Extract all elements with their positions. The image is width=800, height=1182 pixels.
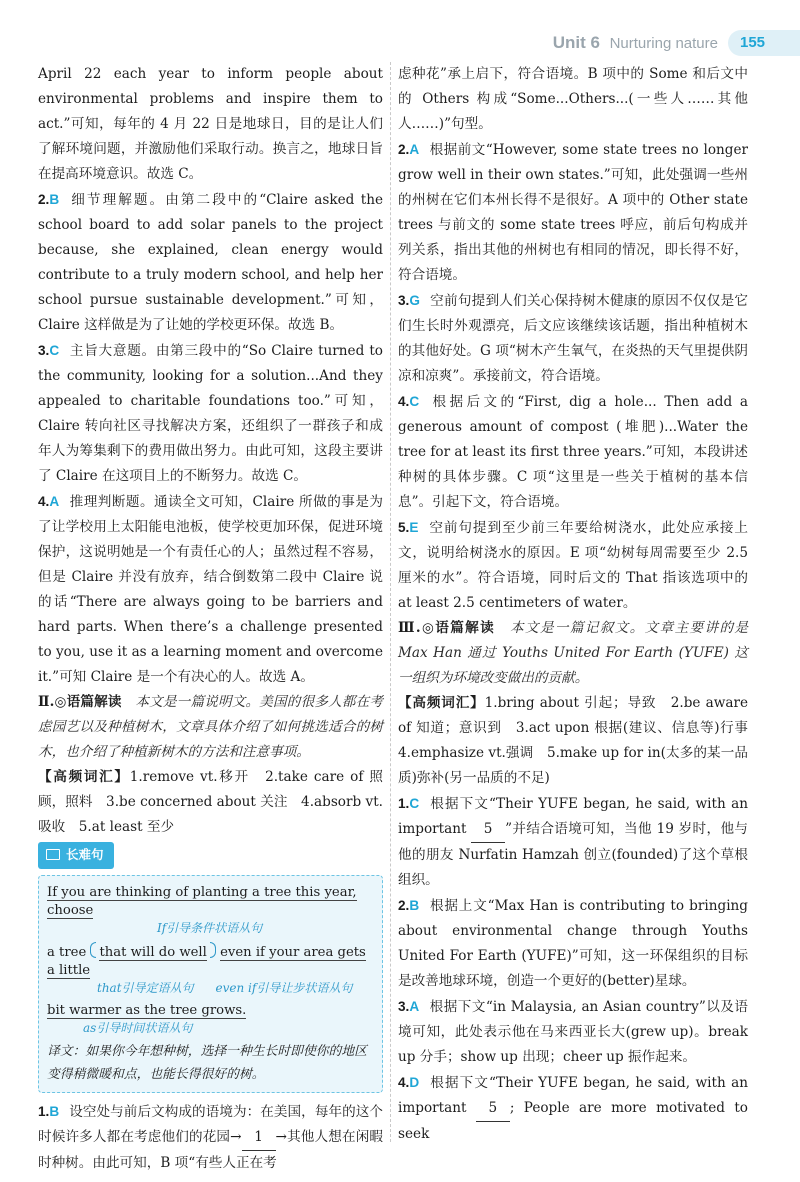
long-sentence-tab xyxy=(38,842,114,869)
bracket-open xyxy=(90,942,96,958)
item-number: 1. xyxy=(38,1104,50,1119)
vocab-text: 1.remove vt.移开 2.take care of 照顾，照料 3.be concerned about 关注 4.absorb vt.吸收 5.at least 至少 xyxy=(38,769,384,835)
answer-letter: B xyxy=(409,898,420,913)
answer-item xyxy=(398,893,748,994)
blank-number: 5 xyxy=(476,1096,510,1122)
answer-item xyxy=(38,1099,383,1176)
answer-item xyxy=(398,994,748,1070)
tab-label: 长难句 xyxy=(66,848,104,862)
answer-explanation: 根据下文“Their YUFE began, he said, with an important xyxy=(398,1075,748,1116)
answer-explanation: 设空处与前后文构成的语境为：在美国，每年的这个时候许多人都在考虑他们的花园→ xyxy=(38,1104,383,1145)
item-number: 3. xyxy=(398,999,410,1014)
answer-letter: B xyxy=(49,192,60,207)
answer-letter: A xyxy=(49,494,60,509)
grammar-note: If引导条件状语从句 xyxy=(157,921,263,935)
item-number: 2. xyxy=(398,142,410,157)
left-column xyxy=(38,62,383,1176)
sentence-line xyxy=(47,1002,374,1020)
answer-item xyxy=(38,489,383,690)
answer-letter: C xyxy=(409,394,420,409)
sentence-text: that will do well xyxy=(99,945,207,960)
sentence-line xyxy=(47,942,374,980)
grammar-note: as引导时间状语从句 xyxy=(83,1021,193,1035)
answer-explanation: ; People are more motivated to seek xyxy=(398,1100,748,1142)
paragraph: 虑种花”承上启下，符合语境。B 项中的 Some 和后文中的 Others 构成“Some...Others...(一些人……其他人……)”句型。 xyxy=(398,66,748,132)
section-summary: 本文是一篇说明文。美国的很多人都在考虑园艺以及种植树木，文章具体介绍了如何挑选适合的树木，也介绍了种植新树木的方法和注意事项。 xyxy=(38,694,383,760)
answer-item xyxy=(38,338,383,489)
item-number: 5. xyxy=(398,520,410,535)
item-number: 3. xyxy=(38,343,50,358)
vocab-list xyxy=(398,691,762,791)
answer-explanation: 主旨大意题。由第三段中的“So Claire turned to the community, looking for a solution...And they appealed to charitable foundations too.”可知，Claire 转向社区寻找解决方案，还组织了一群孩子和成年人为筹集剩下的费用做出努力。由此可知，这段主要讲了 Claire 在这项目上的不断努力。故选 C。 xyxy=(38,343,383,484)
answer-letter: C xyxy=(409,796,420,811)
vocab-label: 【高频词汇】 xyxy=(398,695,485,711)
page-number: 155 xyxy=(728,30,800,56)
answer-explanation: 根据前文“However, some state trees no longer grow well in their own states.”可知，此处强调一些州的州树在它们本州长得不是很好。A 项中的 Other state trees 与前文的 some state trees 呼应，前后句构成并列关系，指出其他的州树也有相同的情况，即长得不好，符合语境。 xyxy=(398,142,748,283)
bracket-close xyxy=(210,942,216,958)
unit-title: Nurturing nature xyxy=(609,35,718,52)
answer-item xyxy=(398,288,748,389)
unit-label: Unit 6 xyxy=(552,33,600,52)
item-number: 3. xyxy=(398,293,410,308)
section-summary: 本文是一篇记叙文。文章主要讲的是 Max Han 通过 Youths United For Earth (YUFE) 这一组织为环境改变做出的贡献。 xyxy=(398,620,749,686)
column-divider xyxy=(390,62,391,1142)
answer-item xyxy=(398,515,748,616)
sentence-text: even if your area gets a little xyxy=(47,945,366,978)
answer-letter: B xyxy=(49,1104,60,1119)
answer-letter: C xyxy=(49,343,60,358)
answer-letter: A xyxy=(409,142,420,157)
answer-item xyxy=(398,389,748,515)
sentence-line xyxy=(47,884,374,920)
answer-explanation: 空前句提到至少前三年要给树浇水，此处应承接上文，说明给树浇水的原因。E 项“幼树每周需要至少 2.5 厘米的水”。符合语境，同时后文的 That 指该选项中的 at least 2.5 centimeters of water。 xyxy=(398,520,748,611)
grammar-note-row xyxy=(47,980,374,996)
blank-number: 5 xyxy=(471,817,505,843)
answer-item xyxy=(398,1070,748,1147)
long-sentence-box xyxy=(38,875,383,1093)
answer-item xyxy=(38,187,383,338)
item-number: 2. xyxy=(38,192,50,207)
answer-letter: D xyxy=(409,1075,420,1090)
sentence-text: If you are thinking of planting a tree this year, choose xyxy=(47,885,357,918)
answer-explanation: 根据后文的“First, dig a hole... Then add a generous amount of compost (堆肥)...Water the tree for at least its first three years.”可知，本段讲述种树的具体步骤。C 项“这里是一些关于植树的基本信息”。引起下文，符合语境。 xyxy=(398,394,748,510)
item-number: 2. xyxy=(398,898,410,913)
vocab-list xyxy=(38,765,383,840)
section-intro xyxy=(38,690,383,765)
item-number: 4. xyxy=(398,1075,410,1090)
answer-explanation: 根据下文“Their YUFE began, he said, with an important xyxy=(398,796,748,837)
answer-letter: E xyxy=(409,520,419,535)
answer-item xyxy=(398,791,748,893)
answer-explanation: 推理判断题。通读全文可知，Claire 所做的事是为了让学校用上太阳能电池板，使学校更加环保，促进环境保护，这说明她是一个有责任心的人；虽然过程不容易，但是 Claire 并没有放弃，结合倒数第二段中 Claire 说的话“There are always going to be barriers and hard parts. When there’s a challenge presented to you, use it as a learning moment and overcome it.”可知 Claire 是一个有决心的人。故选 A。 xyxy=(38,494,383,685)
answer-explanation: 细节理解题。由第二段中的“Claire asked the school board to add solar panels to the project because, she explained, clean energy would contribute to a truly modern school, and help her school pursue sustainable development.”可知，Claire 这样做是为了让她的学校更环保。故选 B。 xyxy=(38,192,383,333)
sentence-text: a tree xyxy=(47,945,87,960)
vocab-text: 1.bring about 引起；导致 2.be aware of 知道；意识到 3.act upon 根据(建议、信息等)行事 4.emphasize vt.强调 5.make up for in(太多的某一品质)弥补(另一品质的不足) xyxy=(398,695,762,786)
answer-explanation: 根据下文“in Malaysia, an Asian country”以及语境可知，此处表示他在马来西亚长大(grew up)。break up 分手；show up 出现；cheer up 振作起来。 xyxy=(398,999,748,1065)
answer-explanation: 根据上文“Max Han is contributing to bringing about environmental change through Youths United For Earth (YUFE)”可知，这一环保组织的目标是改善地球环境，创造一个更好的(better)星球。 xyxy=(398,898,748,989)
grammar-note: that引导定语从句 xyxy=(97,981,194,995)
item-number: 4. xyxy=(398,394,410,409)
right-column xyxy=(398,62,762,1147)
answer-explanation: 空前句提到人们关心保持树木健康的原因不仅仅是它们生长时外观漂亮，后文应该继续该话题，指出种植树木的其他好处。G 项“树木产生氧气，在炎热的天气里提供阴凉和凉爽”。承接前文，符合语境。 xyxy=(398,293,748,384)
section-label: Ⅱ.◎语篇解读 xyxy=(38,694,122,710)
blank-number: 1 xyxy=(242,1125,276,1151)
answer-letter: A xyxy=(409,999,420,1014)
section-label: Ⅲ.◎语篇解读 xyxy=(398,620,496,636)
vocab-label: 【高频词汇】 xyxy=(38,769,130,785)
answer-item xyxy=(398,137,748,288)
answer-explanation: ”并结合语境可知，当他 19 岁时，他与他的朋友 Nurfatin Hamzah 创立(founded)了这个草根组织。 xyxy=(398,821,748,888)
paragraph: April 22 each year to inform people about environmental problems and inspire them to act.”可知，每年的 4 月 22 日是地球日，目的是让人们了解环境问题，并激励他们采取行动。换言之，地球日旨在提高环境意识。故选 C。 xyxy=(38,66,383,182)
item-number: 4. xyxy=(38,494,50,509)
answer-letter: G xyxy=(409,293,420,308)
sentence-text: bit warmer as the tree grows. xyxy=(47,1003,247,1018)
book-icon xyxy=(46,849,60,860)
grammar-note: even if引导让步状语从句 xyxy=(215,981,353,995)
page-header xyxy=(500,30,800,58)
translation: 译文：如果你今年想种树，选择一种生长时即使你的地区变得稍微暖和点，也能长得很好的树。 xyxy=(47,1044,367,1082)
item-number: 1. xyxy=(398,796,410,811)
section-intro xyxy=(398,616,748,691)
answer-explanation: →其他人想在闲暇时种树。由此可知，B 项“有些人正在考 xyxy=(38,1129,384,1171)
